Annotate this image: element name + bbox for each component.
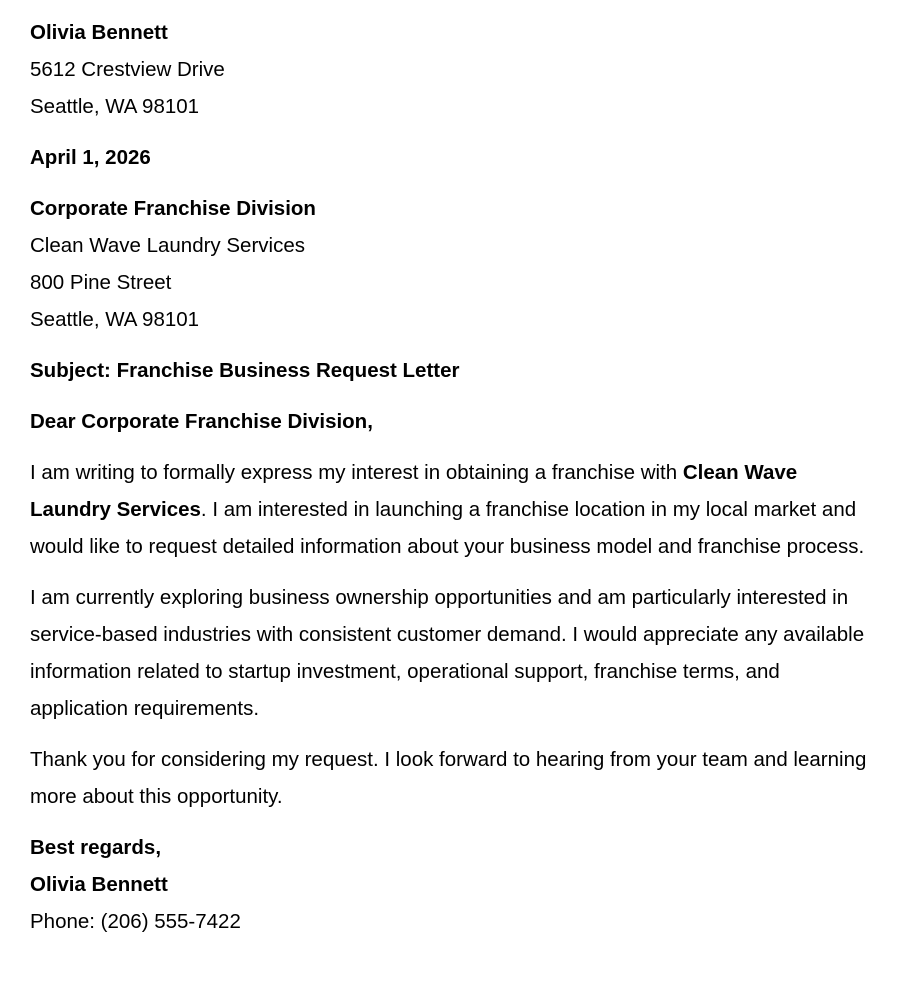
body-paragraph-3: Thank you for considering my request. I look forward to hearing from your team and learning more about this opportunity. bbox=[30, 748, 867, 808]
letter-date: April 1, 2026 bbox=[30, 146, 151, 169]
body-paragraph-1 bbox=[30, 454, 870, 565]
body-p1-text-start: I am writing to formally express my interest in obtaining a franchise with bbox=[30, 461, 683, 484]
body-p1-text-end: . I am interested in launching a franchise location in my local market and would like to request detailed information about your business model and franchise process. bbox=[30, 498, 865, 558]
sign-off: Best regards, bbox=[30, 836, 162, 859]
sender-block bbox=[30, 14, 870, 125]
salutation: Dear Corporate Franchise Division, bbox=[30, 410, 373, 433]
sender-name: Olivia Bennett bbox=[30, 21, 168, 44]
signature-phone: Phone: (206) 555-7422 bbox=[30, 910, 241, 933]
subject-line: Subject: Franchise Business Request Letter bbox=[30, 359, 460, 382]
date-block bbox=[30, 139, 870, 176]
closing-block bbox=[30, 829, 870, 940]
signature-name: Olivia Bennett bbox=[30, 873, 168, 896]
subject-block bbox=[30, 352, 870, 389]
recipient-company: Clean Wave Laundry Services bbox=[30, 234, 305, 257]
sender-address-line2: Seattle, WA 98101 bbox=[30, 95, 200, 118]
recipient-department: Corporate Franchise Division bbox=[30, 197, 316, 220]
sender-address-line1: 5612 Crestview Drive bbox=[30, 58, 225, 81]
recipient-address-line2: Seattle, WA 98101 bbox=[30, 308, 200, 331]
company-name-emphasis: Clean Wave Laundry Services bbox=[30, 461, 798, 521]
recipient-address-line1: 800 Pine Street bbox=[30, 271, 172, 294]
body-paragraph-2: I am currently exploring business ownership opportunities and am particularly interested in service-based industries with consistent customer demand. I would appreciate any available information related to startup investment, operational support, franchise terms, and application requirements. bbox=[30, 586, 865, 720]
salutation-block bbox=[30, 403, 870, 440]
recipient-block bbox=[30, 190, 870, 338]
